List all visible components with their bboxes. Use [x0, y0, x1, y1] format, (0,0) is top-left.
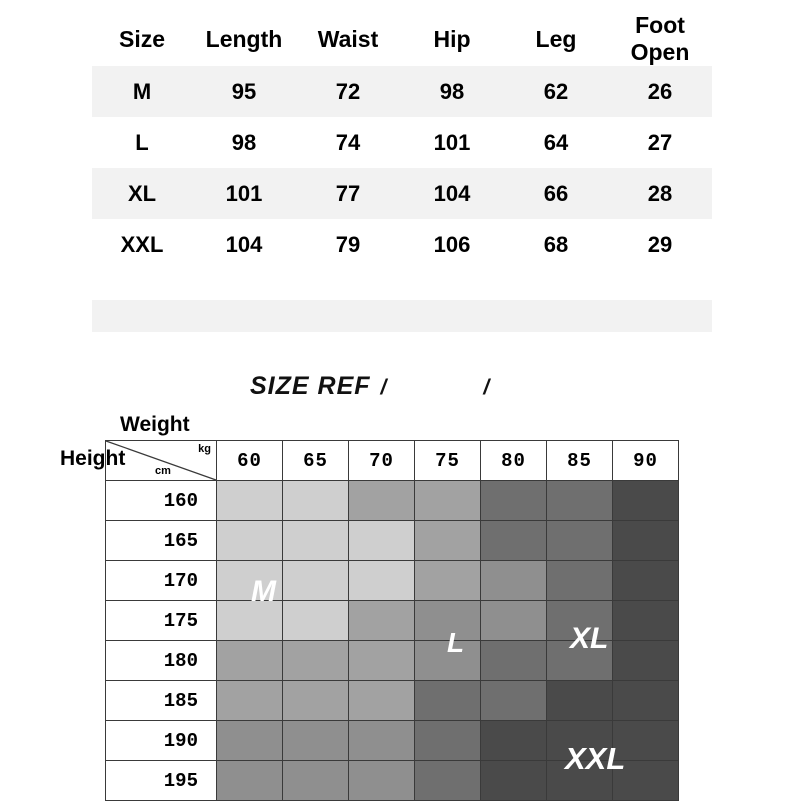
- grid-cell: [613, 761, 679, 801]
- cell-waist: 72: [335, 78, 361, 104]
- grid-cell: [283, 761, 349, 801]
- cell-size: XXL: [120, 231, 164, 257]
- cell-leg: 68: [543, 231, 569, 257]
- grid-cell: [547, 681, 613, 721]
- column-header-size: Size: [118, 25, 166, 52]
- grid-cell: [415, 681, 481, 721]
- grid-cell: [481, 761, 547, 801]
- grid-row: [106, 761, 679, 801]
- divider-band: [92, 300, 712, 332]
- grid-cell: [217, 761, 283, 801]
- weight-header-90: 90: [613, 441, 679, 481]
- grid-cell: [481, 681, 547, 721]
- grid-cell: [217, 721, 283, 761]
- cell-leg: 64: [543, 129, 569, 155]
- grid-cell: [217, 561, 283, 601]
- column-header-foot-open: Foot Open: [630, 12, 690, 65]
- grid-cell: [481, 601, 547, 641]
- grid-row: [106, 561, 679, 601]
- grid-cell: [547, 561, 613, 601]
- height-header-195: 195: [106, 761, 217, 801]
- grid-label-xl: XL: [570, 622, 609, 655]
- measurement-table: [92, 12, 712, 270]
- grid-header-row: [106, 441, 679, 481]
- cell-size: M: [132, 78, 152, 104]
- grid-cell: [415, 561, 481, 601]
- height-header-185: 185: [106, 681, 217, 721]
- table-row: [92, 66, 712, 117]
- height-header-175: 175: [106, 601, 217, 641]
- grid-cell: [349, 761, 415, 801]
- cell-foot-open: 28: [647, 180, 673, 206]
- weight-header-80: 80: [481, 441, 547, 481]
- grid-cell: [217, 641, 283, 681]
- grid-cell: [547, 521, 613, 561]
- grid-cell: [283, 521, 349, 561]
- size-ref-title-text: SIZE REF: [250, 372, 371, 400]
- grid-cell: [283, 721, 349, 761]
- height-axis-label: Height: [60, 447, 126, 470]
- height-weight-grid: [60, 413, 675, 792]
- grid-cell: [547, 601, 613, 641]
- cell-hip: 104: [433, 180, 471, 206]
- grid-cell: [613, 521, 679, 561]
- grid-cell: [547, 481, 613, 521]
- weight-header-75: 75: [415, 441, 481, 481]
- column-header-length: Length: [205, 25, 283, 52]
- cell-hip: 106: [433, 231, 471, 257]
- grid-cell: [481, 561, 547, 601]
- column-header-hip: Hip: [433, 25, 471, 52]
- cell-length: 104: [225, 231, 263, 257]
- grid-cell: [415, 601, 481, 641]
- grid-label-xxl: XXL: [565, 741, 626, 776]
- grid-cell: [481, 721, 547, 761]
- grid-cell: [349, 721, 415, 761]
- cell-waist: 77: [335, 180, 361, 206]
- grid-cell: [613, 721, 679, 761]
- grid-cell: [481, 481, 547, 521]
- grid-cell: [613, 601, 679, 641]
- grid-cell: [547, 761, 613, 801]
- grid-row: [106, 601, 679, 641]
- grid-cell: [415, 721, 481, 761]
- column-header-waist: Waist: [317, 25, 379, 52]
- cell-length: 98: [231, 129, 257, 155]
- weight-header-85: 85: [547, 441, 613, 481]
- cell-foot-open: 26: [647, 78, 673, 104]
- grid-cell: [349, 601, 415, 641]
- table-row: [92, 219, 712, 270]
- cell-foot-open: 27: [647, 129, 673, 155]
- size-ref-title: [250, 372, 580, 401]
- height-unit-label: cm: [155, 465, 171, 477]
- cell-hip: 98: [439, 78, 465, 104]
- weight-header-60: 60: [217, 441, 283, 481]
- grid-cell: [415, 521, 481, 561]
- grid-cell: [283, 681, 349, 721]
- grid-cell: [481, 521, 547, 561]
- grid-cell: [349, 521, 415, 561]
- cell-foot-open: 29: [647, 231, 673, 257]
- grid-row: [106, 481, 679, 521]
- grid-cell: [481, 641, 547, 681]
- grid-cell: [613, 561, 679, 601]
- size-ref-slash-2: /: [483, 376, 491, 399]
- table-row: [92, 168, 712, 219]
- grid-label-l: L: [447, 627, 465, 658]
- grid-cell: [415, 641, 481, 681]
- cell-length: 101: [225, 180, 263, 206]
- grid-cell: [283, 481, 349, 521]
- weight-header-65: 65: [283, 441, 349, 481]
- grid-row: [106, 721, 679, 761]
- grid-cell: [415, 481, 481, 521]
- grid-row: [106, 521, 679, 561]
- grid-cell: [217, 681, 283, 721]
- grid-cell: [613, 481, 679, 521]
- grid-table: [60, 413, 679, 801]
- grid-cell: [349, 561, 415, 601]
- grid-cell: [613, 681, 679, 721]
- table-header-row: [92, 12, 712, 66]
- height-header-160: 160: [106, 481, 217, 521]
- cell-hip: 101: [433, 129, 471, 155]
- table-row: [92, 117, 712, 168]
- cell-waist: 74: [335, 129, 361, 155]
- grid-row: [106, 681, 679, 721]
- size-ref-slash-1: /: [380, 376, 388, 399]
- grid-cell: [613, 641, 679, 681]
- grid-cell: [547, 721, 613, 761]
- height-header-190: 190: [106, 721, 217, 761]
- cell-waist: 79: [335, 231, 361, 257]
- column-header-leg: Leg: [535, 25, 577, 52]
- grid-cell: [547, 641, 613, 681]
- grid-cell: [217, 601, 283, 641]
- grid-cell: [349, 681, 415, 721]
- grid-cell: [415, 761, 481, 801]
- cell-size: XL: [127, 180, 157, 206]
- height-header-170: 170: [106, 561, 217, 601]
- cell-size: L: [135, 129, 149, 155]
- grid-cell: [217, 521, 283, 561]
- grid-cell: [283, 561, 349, 601]
- grid-cell: [217, 481, 283, 521]
- height-header-165: 165: [106, 521, 217, 561]
- cell-leg: 62: [543, 78, 569, 104]
- cell-leg: 66: [543, 180, 569, 206]
- grid-label-m: M: [251, 575, 276, 608]
- weight-unit-label: kg: [198, 443, 211, 455]
- height-header-180: 180: [106, 641, 217, 681]
- cell-length: 95: [231, 78, 257, 104]
- grid-cell: [349, 641, 415, 681]
- grid-axis-corner: [60, 413, 217, 481]
- weight-axis-label: Weight: [120, 413, 190, 436]
- grid-cell: [283, 601, 349, 641]
- grid-cell: [283, 641, 349, 681]
- grid-row: [106, 641, 679, 681]
- weight-header-70: 70: [349, 441, 415, 481]
- grid-cell: [349, 481, 415, 521]
